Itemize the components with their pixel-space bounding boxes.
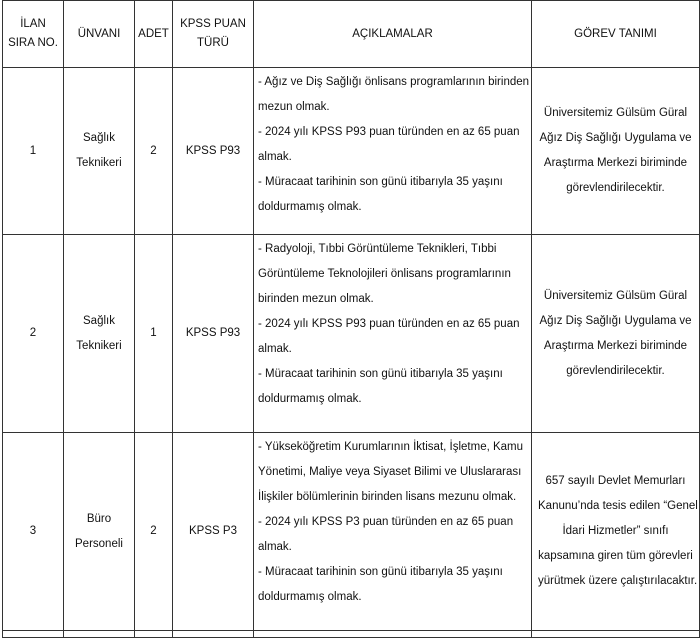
- cell-kpss: KPSS P93: [173, 235, 254, 433]
- cell-description: - Radyoloji, Tıbbi Görüntüleme Teknikleri, Tıbbi Görüntüleme Teknolojileri önlisans programlarının birinden mezun olmak. - 2024 yılı KPSS P93 puan türünden en az 65 puan almak. - Müracaat tarihinin son günü itibarıyla 35 yaşını doldurmamış olmak.: [254, 235, 532, 433]
- cell-count: 1: [135, 235, 173, 433]
- cell-description: - Yükseköğretim Kurumlarının İktisat, İşletme, Kamu Yönetimi, Maliye veya Siyaset Bilimi ve Uluslararası İlişkiler bölümlerinin birinden lisans mezunu olmak. - 2024 yılı KPSS P3 puan türünden en az 65 puan almak. - Müracaat tarihinin son günü itibarıyla 35 yaşını doldurmamış olmak.: [254, 433, 532, 631]
- cell-kpss: KPSS P93: [173, 68, 254, 235]
- header-row: [3, 1, 700, 68]
- cell-no: 2: [3, 235, 64, 433]
- table-row-partial: [3, 631, 700, 638]
- cell-title: Sağlık Teknikeri: [64, 68, 135, 235]
- cell-duty: Üniversitemiz Gülsüm Güral Ağız Diş Sağlığı Uygulama ve Araştırma Merkezi biriminde görevlendirilecektir.: [532, 235, 700, 433]
- cell-duty: 657 sayılı Devlet Memurları Kanunu’nda tesis edilen “Genel İdari Hizmetler” sınıfı kapsamına giren tüm görevleri yürütmek üzere çalıştırılacaktır.: [532, 433, 700, 631]
- job-listing-table: [2, 0, 700, 638]
- header-aciklamalar: AÇIKLAMALAR: [254, 1, 532, 68]
- cell-title: Büro Personeli: [64, 433, 135, 631]
- header-gorev: GÖREV TANIMI: [532, 1, 700, 68]
- cell-no: 1: [3, 68, 64, 235]
- cell-count: 2: [135, 433, 173, 631]
- cell-title: Sağlık Teknikeri: [64, 235, 135, 433]
- header-sira-no: İLAN SIRA NO.: [3, 1, 64, 68]
- header-kpss: KPSS PUAN TÜRÜ: [173, 1, 254, 68]
- cell-kpss: KPSS P3: [173, 433, 254, 631]
- table-row: [3, 433, 700, 631]
- cell-no: 3: [3, 433, 64, 631]
- header-adet: ADET: [135, 1, 173, 68]
- cell-description: - Ağız ve Diş Sağlığı önlisans programlarının birinden mezun olmak. - 2024 yılı KPSS P93 puan türünden en az 65 puan almak. - Müracaat tarihinin son günü itibarıyla 35 yaşını doldurmamış olmak.: [254, 68, 532, 235]
- cell-count: 2: [135, 68, 173, 235]
- table-row: [3, 235, 700, 433]
- table-row: [3, 68, 700, 235]
- cell-duty: Üniversitemiz Gülsüm Güral Ağız Diş Sağlığı Uygulama ve Araştırma Merkezi biriminde görevlendirilecektir.: [532, 68, 700, 235]
- header-unvan: ÜNVANI: [64, 1, 135, 68]
